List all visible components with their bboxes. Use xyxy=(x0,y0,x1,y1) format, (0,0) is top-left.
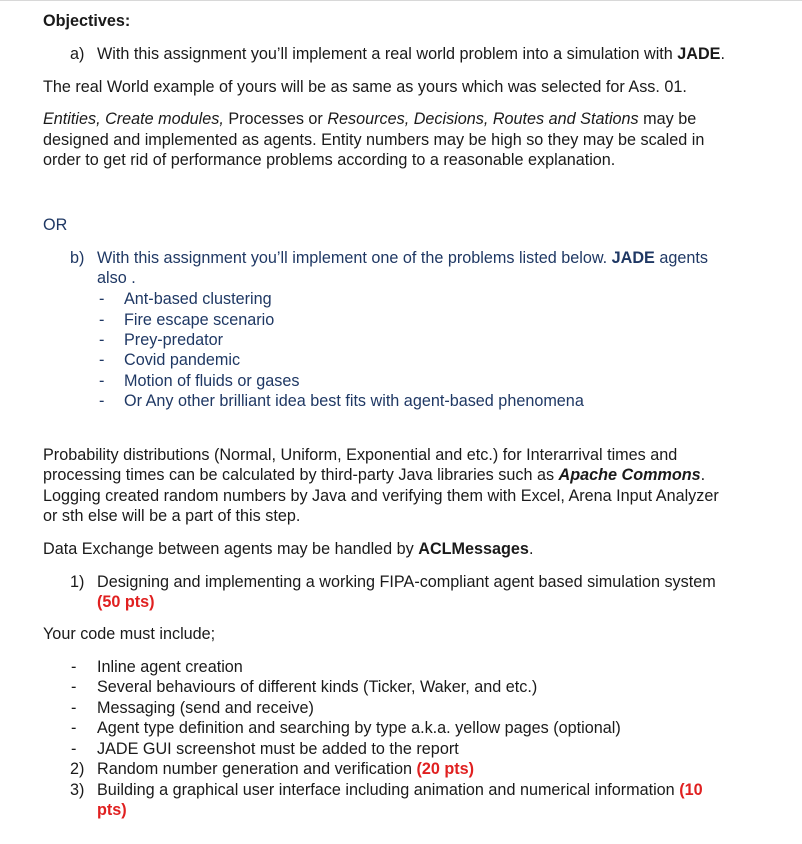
list-dash: - xyxy=(99,392,105,410)
or-label: OR xyxy=(43,216,68,234)
entities-plain-1: Processes or xyxy=(223,110,328,128)
part-a-marker: a) xyxy=(70,45,85,63)
entities-italic-2: Resources, Decisions, Routes and Stations xyxy=(327,110,639,128)
list-dash: - xyxy=(99,311,105,329)
list-dash: - xyxy=(99,331,105,349)
prob-line-1: Probability distributions (Normal, Uniform, Exponential and etc.) for Interarrival times and xyxy=(43,446,678,464)
list-item: Prey-predator xyxy=(124,331,223,349)
part-b-marker: b) xyxy=(70,249,85,267)
data-exchange-post: . xyxy=(528,540,534,558)
prob-line-3: Logging created random numbers by Java and verifying them with Excel, Arena Input Analyzer xyxy=(43,487,719,505)
objectives-heading: Objectives: xyxy=(43,12,131,30)
aclmessages: ACLMessages xyxy=(418,540,529,558)
task-3-points-a: (10 xyxy=(679,781,703,799)
list-item: Several behaviours of different kinds (Ticker, Waker, and etc.) xyxy=(97,678,538,696)
list-item: Messaging (send and receive) xyxy=(97,699,314,717)
part-a-jade: JADE xyxy=(677,45,721,63)
task-3-marker: 3) xyxy=(70,781,85,799)
part-b-line-1 xyxy=(97,248,708,268)
list-dash: - xyxy=(71,678,77,696)
list-item: Or Any other brilliant idea best fits with agent-based phenomena xyxy=(124,392,584,410)
list-item: Inline agent creation xyxy=(97,658,243,676)
list-dash: - xyxy=(99,290,105,308)
list-dash: - xyxy=(71,719,77,737)
list-dash: - xyxy=(99,351,105,369)
task-3-points-b: pts) xyxy=(97,801,127,819)
part-a-text xyxy=(97,44,725,64)
list-item: Ant-based clustering xyxy=(124,290,272,308)
list-dash: - xyxy=(99,372,105,390)
list-dash: - xyxy=(71,699,77,717)
list-item: Fire escape scenario xyxy=(124,311,275,329)
code-must-include: Your code must include; xyxy=(43,625,216,643)
prob-line-2-post: . xyxy=(700,466,706,484)
prob-line-2-pre: processing times can be calculated by third-party Java libraries such as xyxy=(43,466,559,484)
list-item: Agent type definition and searching by type a.k.a. yellow pages (optional) xyxy=(97,719,621,737)
data-exchange-pre: Data Exchange between agents may be handled by xyxy=(43,540,419,558)
list-item: JADE GUI screenshot must be added to the report xyxy=(97,740,459,758)
list-dash: - xyxy=(71,658,77,676)
task-1-text: Designing and implementing a working FIPA-compliant agent based simulation system xyxy=(97,573,716,591)
prob-line-4: or sth else will be a part of this step. xyxy=(43,507,301,525)
task-2-points: (20 pts) xyxy=(416,760,475,778)
data-exchange xyxy=(43,539,533,559)
part-a-text-pre: With this assignment you’ll implement a real world problem into a simulation with xyxy=(97,45,678,63)
apache-commons: Apache Commons xyxy=(558,466,701,484)
page-top-border xyxy=(0,0,802,1)
task-3-text xyxy=(97,780,703,800)
task-2-text-body: Random number generation and verification xyxy=(97,760,417,778)
task-1-points: (50 pts) xyxy=(97,593,155,611)
part-b-line-1-pre: With this assignment you’ll implement one of the problems listed below. xyxy=(97,249,612,267)
entities-italic-1: Entities, Create modules, xyxy=(43,110,224,128)
task-2-text xyxy=(97,759,474,779)
part-a-text-post: . xyxy=(720,45,725,63)
entities-line-3: order to get rid of performance problems according to a reasonable explanation. xyxy=(43,151,616,169)
list-dash: - xyxy=(71,740,77,758)
part-b-line-1-post: agents xyxy=(654,249,708,267)
real-world-sentence: The real World example of yours will be as same as yours which was selected for Ass. 01. xyxy=(43,78,687,96)
entities-line-1 xyxy=(43,109,696,129)
part-b-line-2: also . xyxy=(97,269,136,287)
prob-line-2 xyxy=(43,465,705,485)
part-b-jade: JADE xyxy=(611,249,655,267)
task-2-marker: 2) xyxy=(70,760,85,778)
list-item: Motion of fluids or gases xyxy=(124,372,300,390)
entities-plain-2: may be xyxy=(638,110,697,128)
list-item: Covid pandemic xyxy=(124,351,241,369)
entities-line-2: designed and implemented as agents. Entity numbers may be high so they may be scaled in xyxy=(43,131,705,149)
task-3-text-body: Building a graphical user interface including animation and numerical information xyxy=(97,781,680,799)
task-1-marker: 1) xyxy=(70,573,85,591)
